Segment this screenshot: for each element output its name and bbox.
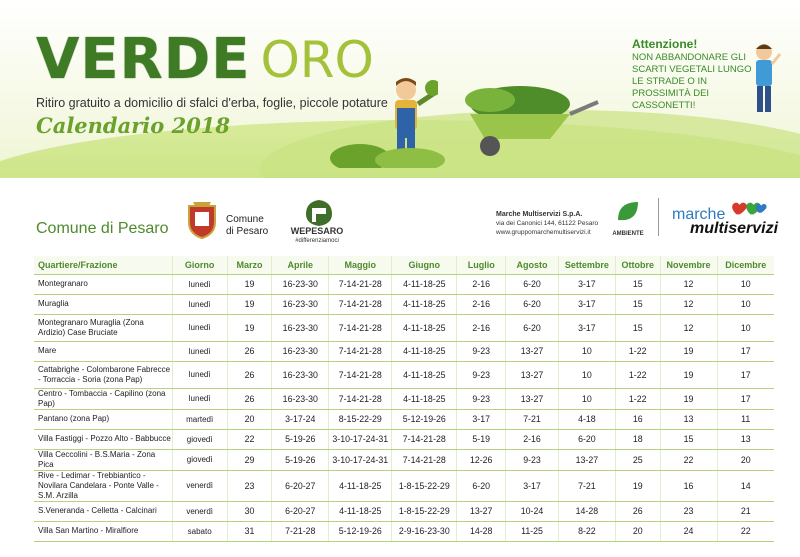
cell-dates: 26: [615, 501, 660, 521]
cell-dates: 5-12-19-26: [392, 409, 457, 429]
cell-dates: 22: [660, 449, 717, 470]
cell-dates: 12-26: [457, 449, 506, 470]
cell-dates: 17: [717, 341, 774, 361]
cell-dates: 16-23-30: [272, 341, 329, 361]
cell-quartiere: Montegranaro Muraglia (Zona Ardizio) Case Bruciate: [34, 314, 172, 341]
cell-dates: 16-23-30: [272, 361, 329, 388]
cell-giorno: giovedì: [172, 449, 227, 470]
table-row: [34, 521, 774, 541]
cell-dates: 22: [717, 521, 774, 541]
cell-dates: 14-28: [558, 501, 615, 521]
col-header-maggio: Maggio: [329, 256, 392, 274]
cell-dates: 6-20-27: [272, 501, 329, 521]
cell-dates: 7-14-21-28: [329, 388, 392, 409]
attention-notice: [632, 38, 752, 112]
cell-dates: 29: [227, 449, 272, 470]
cell-dates: 5-19: [457, 429, 506, 449]
cell-dates: 30: [227, 501, 272, 521]
cell-dates: 10: [717, 314, 774, 341]
company-website: www.gruppomarchemultiservizi.it: [496, 229, 591, 236]
cell-dates: 4-11-18-25: [329, 470, 392, 501]
cell-quartiere: Villa Fastiggi - Pozzo Alto - Babbucce: [34, 429, 172, 449]
cell-dates: 7-14-21-28: [392, 429, 457, 449]
cell-dates: 6-20-27: [272, 470, 329, 501]
cell-dates: 10: [717, 274, 774, 294]
table-row: [34, 274, 774, 294]
table-row: [34, 294, 774, 314]
cell-giorno: sabato: [172, 521, 227, 541]
cell-giorno: venerdì: [172, 470, 227, 501]
cell-dates: 1-22: [615, 388, 660, 409]
cell-dates: 15: [660, 429, 717, 449]
cell-dates: 15: [615, 274, 660, 294]
comune-name-line1: Comune: [226, 214, 264, 225]
col-header-dicembre: Dicembre: [717, 256, 774, 274]
cell-dates: 4-18: [558, 409, 615, 429]
ambiente-leaf-icon: [614, 200, 642, 224]
cell-dates: 10: [558, 361, 615, 388]
cell-dates: 16-23-30: [272, 294, 329, 314]
marche-hearts-icon: [730, 200, 770, 220]
cell-dates: 2-16: [457, 294, 506, 314]
cell-dates: 5-12-19-26: [329, 521, 392, 541]
cell-dates: 1-8-15-22-29: [392, 470, 457, 501]
cell-dates: 7-14-21-28: [329, 274, 392, 294]
wepesaro-logo-text: [282, 226, 352, 246]
cell-giorno: lunedì: [172, 294, 227, 314]
calendar-title: Calendario 2018: [36, 113, 231, 138]
cell-dates: 13-27: [558, 449, 615, 470]
marche-multiservizi-logo: [672, 200, 782, 240]
cell-quartiere: Muraglia: [34, 294, 172, 314]
cell-dates: 10: [558, 341, 615, 361]
logo-oro: ORO: [260, 31, 374, 89]
cell-dates: 2-9-16-23-30: [392, 521, 457, 541]
cell-dates: 17: [717, 361, 774, 388]
cell-dates: 7-14-21-28: [329, 294, 392, 314]
cell-dates: 24: [660, 521, 717, 541]
cell-quartiere: Villa Ceccolini - B.S.Maria - Zona Pica: [34, 449, 172, 470]
company-name: Marche Multiservizi S.p.A.: [496, 211, 583, 218]
company-info: [496, 210, 598, 237]
cell-dates: 16-23-30: [272, 274, 329, 294]
logo-divider: [658, 198, 659, 236]
cell-dates: 19: [227, 294, 272, 314]
cell-dates: 4-11-18-25: [392, 294, 457, 314]
cell-dates: 12: [660, 274, 717, 294]
cell-dates: 12: [660, 314, 717, 341]
cell-dates: 19: [227, 274, 272, 294]
cell-giorno: lunedì: [172, 314, 227, 341]
cell-giorno: lunedì: [172, 341, 227, 361]
cell-dates: 3-17: [506, 470, 559, 501]
cell-giorno: giovedì: [172, 429, 227, 449]
cell-dates: 4-11-18-25: [329, 501, 392, 521]
cell-dates: 16-23-30: [272, 314, 329, 341]
col-header-agosto: Agosto: [506, 256, 559, 274]
table-row: [34, 501, 774, 521]
cell-dates: 2-16: [457, 314, 506, 341]
cell-dates: 16: [660, 470, 717, 501]
attention-text: NON ABBANDONARE GLI SCARTI VEGETALI LUNGO LE STRADE O IN PROSSIMITÀ DEI CASSONETTI!: [632, 52, 752, 111]
subtitle: Ritiro gratuito a domicilio di sfalci d'erba, foglie, piccole potature: [36, 96, 388, 110]
cell-dates: 31: [227, 521, 272, 541]
cell-dates: 11-25: [506, 521, 559, 541]
cell-dates: 12: [660, 294, 717, 314]
cell-dates: 20: [717, 449, 774, 470]
cell-dates: 6-20: [506, 294, 559, 314]
cell-dates: 6-20: [457, 470, 506, 501]
cell-dates: 26: [227, 388, 272, 409]
boy-illustration: [748, 40, 784, 120]
cell-giorno: lunedì: [172, 274, 227, 294]
col-header-settembre: Settembre: [558, 256, 615, 274]
cell-dates: 13-27: [506, 361, 559, 388]
cell-dates: 4-11-18-25: [392, 388, 457, 409]
cell-dates: 6-20: [506, 274, 559, 294]
cell-dates: 10-24: [506, 501, 559, 521]
cell-dates: 7-14-21-28: [392, 449, 457, 470]
col-header-giugno: Giugno: [392, 256, 457, 274]
cell-dates: 20: [615, 521, 660, 541]
cell-dates: 23: [227, 470, 272, 501]
cell-dates: 10: [558, 388, 615, 409]
cell-dates: 19: [615, 470, 660, 501]
header-banner: [0, 0, 800, 178]
cell-dates: 6-20: [506, 314, 559, 341]
cell-dates: 16-23-30: [272, 388, 329, 409]
cell-dates: 4-11-18-25: [392, 361, 457, 388]
table-row: [34, 361, 774, 388]
table-row: [34, 449, 774, 470]
cell-dates: 22: [227, 429, 272, 449]
cell-giorno: lunedì: [172, 361, 227, 388]
cell-dates: 3-10-17-24-31: [329, 449, 392, 470]
cell-quartiere: Cattabrighe - Colombarone Fabrecce - Torraccia - Soria (zona Pap): [34, 361, 172, 388]
cell-dates: 9-23: [457, 388, 506, 409]
col-header-giorno: Giorno: [172, 256, 227, 274]
table-row: [34, 409, 774, 429]
wepesaro-name: WEPESARO: [290, 226, 344, 236]
cell-dates: 17: [717, 388, 774, 409]
cell-dates: 4-11-18-25: [392, 341, 457, 361]
ambiente-logo: [608, 200, 648, 240]
cell-dates: 14-28: [457, 521, 506, 541]
cell-quartiere: Villa San Martino - Miralfiore: [34, 521, 172, 541]
cell-dates: 3-17: [558, 314, 615, 341]
cell-dates: 4-11-18-25: [392, 274, 457, 294]
cell-dates: 13-27: [506, 341, 559, 361]
cell-dates: 13: [660, 409, 717, 429]
cell-quartiere: Pantano (zona Pap): [34, 409, 172, 429]
table-row: [34, 341, 774, 361]
wheelbarrow-illustration: [450, 84, 600, 160]
cell-giorno: martedì: [172, 409, 227, 429]
cell-dates: 5-19-26: [272, 429, 329, 449]
cell-dates: 3-17-24: [272, 409, 329, 429]
table-body: [34, 274, 774, 541]
col-header-ottobre: Ottobre: [615, 256, 660, 274]
cell-dates: 7-21-28: [272, 521, 329, 541]
cell-dates: 10: [717, 294, 774, 314]
cell-dates: 16: [615, 409, 660, 429]
marche-word: marche: [672, 206, 726, 223]
cell-quartiere: Rive - Ledimar - Trebbiantico - Novilara Candelara - Ponte Valle - S.M. Arzilla: [34, 470, 172, 501]
table-header-row: [34, 256, 774, 274]
col-header-marzo: Marzo: [227, 256, 272, 274]
cell-dates: 7-21: [558, 470, 615, 501]
wepesaro-leaf-icon: [296, 198, 342, 228]
company-address: via dei Canonici 144, 61122 Pesaro: [496, 220, 599, 227]
cell-dates: 5-19-26: [272, 449, 329, 470]
comune-name-line2: di Pesaro: [226, 226, 269, 237]
cell-dates: 19: [660, 361, 717, 388]
cell-dates: 9-23: [457, 361, 506, 388]
cell-dates: 3-17: [457, 409, 506, 429]
cell-dates: 15: [615, 294, 660, 314]
cell-dates: 1-8-15-22-29: [392, 501, 457, 521]
cell-dates: 18: [615, 429, 660, 449]
cell-dates: 1-22: [615, 341, 660, 361]
cell-dates: 7-14-21-28: [329, 341, 392, 361]
cell-dates: 3-17: [558, 294, 615, 314]
cell-dates: 20: [227, 409, 272, 429]
cell-quartiere: Mare: [34, 341, 172, 361]
cell-dates: 3-10-17-24-31: [329, 429, 392, 449]
cell-dates: 1-22: [615, 361, 660, 388]
comune-name: [226, 214, 268, 238]
cell-dates: 19: [660, 388, 717, 409]
cell-dates: 13-27: [506, 388, 559, 409]
cell-dates: 21: [717, 501, 774, 521]
col-header-luglio: Luglio: [457, 256, 506, 274]
cell-dates: 19: [227, 314, 272, 341]
plants-decoration: [330, 128, 450, 168]
cell-dates: 9-23: [457, 341, 506, 361]
cell-quartiere: Centro - Tombaccia - Capilino (zona Pap): [34, 388, 172, 409]
cell-dates: 11: [717, 409, 774, 429]
comune-title: Comune di Pesaro: [36, 220, 169, 237]
cell-dates: 26: [227, 361, 272, 388]
cell-dates: 26: [227, 341, 272, 361]
cell-dates: 23: [660, 501, 717, 521]
cell-dates: 8-22: [558, 521, 615, 541]
cell-dates: 25: [615, 449, 660, 470]
cell-dates: 13-27: [457, 501, 506, 521]
cell-quartiere: S.Veneranda - Celletta - Calcinari: [34, 501, 172, 521]
ambiente-label: AMBIENTE: [612, 231, 644, 237]
cell-giorno: venerdì: [172, 501, 227, 521]
cell-dates: 2-16: [457, 274, 506, 294]
cell-dates: 9-23: [506, 449, 559, 470]
wepesaro-tagline: #differenziamoci: [295, 238, 339, 244]
attention-title: Attenzione!: [632, 37, 698, 51]
col-header-quartiere: Quartiere/Frazione: [34, 256, 172, 274]
cell-dates: 13: [717, 429, 774, 449]
table-row: [34, 470, 774, 501]
col-header-aprile: Aprile: [272, 256, 329, 274]
cell-dates: 7-21: [506, 409, 559, 429]
table-row: [34, 314, 774, 341]
multiservizi-word: multiservizi: [690, 220, 779, 237]
cell-giorno: lunedì: [172, 388, 227, 409]
cell-dates: 15: [615, 314, 660, 341]
cell-dates: 6-20: [558, 429, 615, 449]
cell-dates: 2-16: [506, 429, 559, 449]
logo-verde: VERDE: [36, 27, 251, 92]
cell-dates: 3-17: [558, 274, 615, 294]
table-row: [34, 388, 774, 409]
verde-oro-logo: [36, 27, 374, 92]
table-row: [34, 429, 774, 449]
pesaro-coat-of-arms-icon: [183, 200, 221, 240]
cell-dates: 7-14-21-28: [329, 361, 392, 388]
cell-dates: 8-15-22-29: [329, 409, 392, 429]
cell-quartiere: Montegranaro: [34, 274, 172, 294]
cell-dates: 19: [660, 341, 717, 361]
cell-dates: 14: [717, 470, 774, 501]
collection-schedule-table: [34, 256, 774, 542]
col-header-novembre: Novembre: [660, 256, 717, 274]
cell-dates: 4-11-18-25: [392, 314, 457, 341]
cell-dates: 7-14-21-28: [329, 314, 392, 341]
